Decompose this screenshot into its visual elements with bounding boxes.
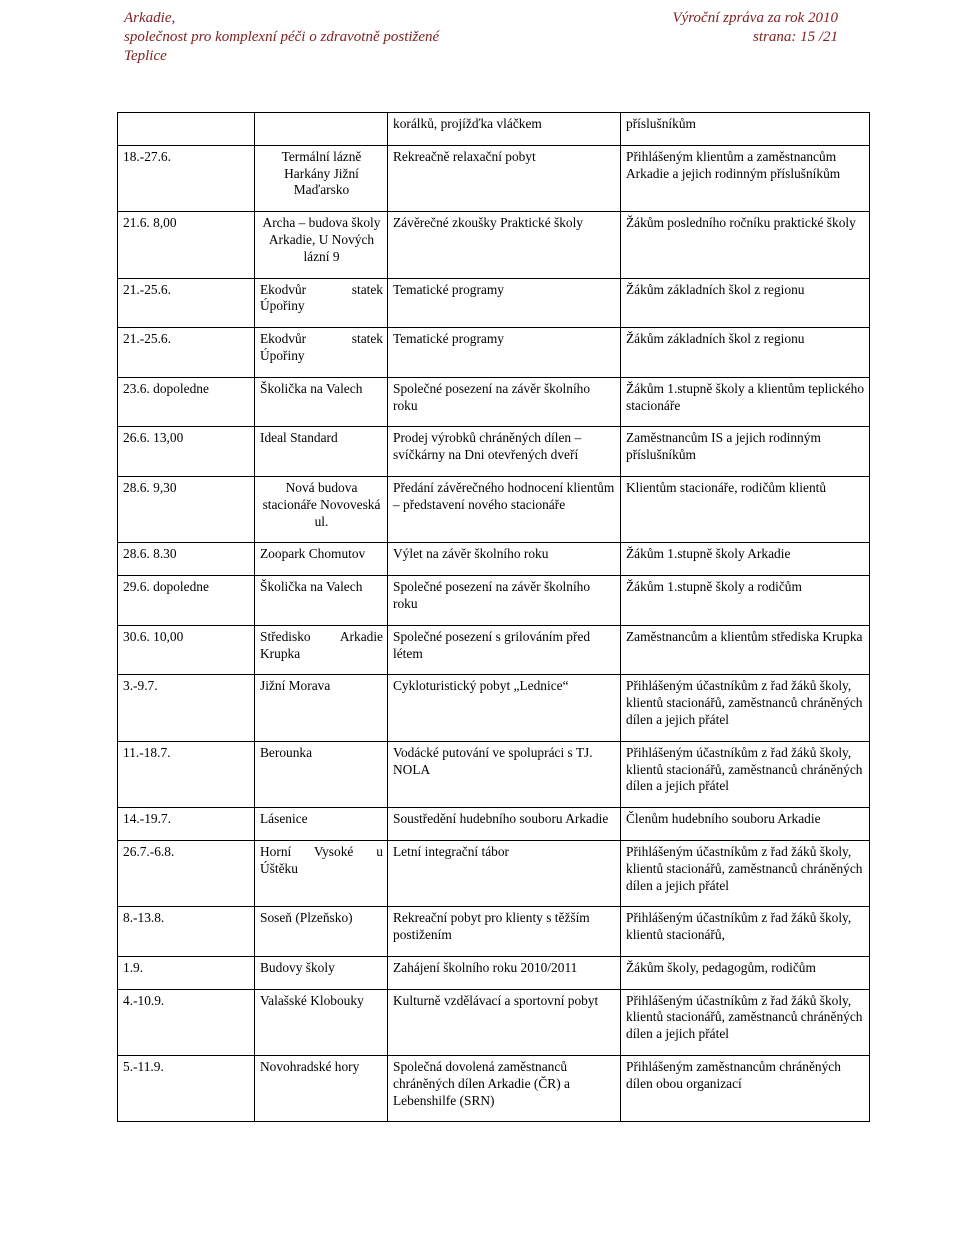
place-cell: Zoopark Chomutov xyxy=(255,543,388,576)
event-cell: Prodej výrobků chráněných dílen – svíčkárny na Dni otevřených dveří xyxy=(388,427,621,477)
participants-cell: Žákům základních škol z regionu xyxy=(621,328,870,378)
place-cell: Jižní Morava xyxy=(255,675,388,741)
event-cell: Společná dovolená zaměstnanců chráněných dílen Arkadie (ČR) a Lebenshilfe (SRN) xyxy=(388,1056,621,1122)
participants-cell: Klientům stacionáře, rodičům klientů xyxy=(621,476,870,542)
place-cell: Ideal Standard xyxy=(255,427,388,477)
participants-cell: Žákům školy, pedagogům, rodičům xyxy=(621,956,870,989)
event-cell: Společné posezení s grilováním před létem xyxy=(388,625,621,675)
place-cell: Termální lázně Harkány Jižní Maďarsko xyxy=(255,145,388,211)
participants-cell: příslušníkům xyxy=(621,113,870,146)
table-row xyxy=(118,278,870,328)
date-cell: 21.6. 8,00 xyxy=(118,212,255,278)
participants-cell: Přihlášeným účastníkům z řad žáků školy, klientů stacionářů, xyxy=(621,907,870,957)
table-row xyxy=(118,675,870,741)
date-cell: 18.-27.6. xyxy=(118,145,255,211)
date-cell: 30.6. 10,00 xyxy=(118,625,255,675)
place-cell: Novohradské hory xyxy=(255,1056,388,1122)
participants-cell: Žákům 1.stupně školy Arkadie xyxy=(621,543,870,576)
event-cell: Výlet na závěr školního roku xyxy=(388,543,621,576)
header-right xyxy=(672,9,838,47)
table-row xyxy=(118,956,870,989)
place-cell xyxy=(255,113,388,146)
date-cell xyxy=(118,113,255,146)
table-row xyxy=(118,808,870,841)
place-cell: Valašské Klobouky xyxy=(255,989,388,1055)
table-row xyxy=(118,625,870,675)
table-row xyxy=(118,377,870,427)
place-cell: Ekodvůr statek Úpořiny xyxy=(255,328,388,378)
participants-cell: Žákům posledního ročníku praktické školy xyxy=(621,212,870,278)
table-row xyxy=(118,427,870,477)
table-row xyxy=(118,907,870,957)
place-cell: Nová budova stacionáře Novoveská ul. xyxy=(255,476,388,542)
table-row xyxy=(118,576,870,626)
place-cell: Ekodvůr statek Úpořiny xyxy=(255,278,388,328)
place-cell: Středisko Arkadie Krupka xyxy=(255,625,388,675)
date-cell: 1.9. xyxy=(118,956,255,989)
table-row xyxy=(118,741,870,807)
report-title: Výroční zpráva za rok 2010 xyxy=(672,10,838,26)
place-cell: Lásenice xyxy=(255,808,388,841)
event-cell: Zahájení školního roku 2010/2011 xyxy=(388,956,621,989)
date-cell: 8.-13.8. xyxy=(118,907,255,957)
participants-cell: Zaměstnancům IS a jejich rodinným příslušníkům xyxy=(621,427,870,477)
participants-cell: Přihlášeným účastníkům z řad žáků školy, klientů stacionářů, zaměstnanců chráněných dílen a jejich přátel xyxy=(621,840,870,906)
date-cell: 28.6. 9,30 xyxy=(118,476,255,542)
participants-cell: Žákům 1.stupně školy a rodičům xyxy=(621,576,870,626)
event-cell: Cykloturistický pobyt „Lednice“ xyxy=(388,675,621,741)
event-cell: Předání závěrečného hodnocení klientům – představení nového stacionáře xyxy=(388,476,621,542)
event-cell: Rekreačně relaxační pobyt xyxy=(388,145,621,211)
table-row xyxy=(118,543,870,576)
place-cell: Školička na Valech xyxy=(255,576,388,626)
participants-cell: Přihlášeným účastníkům z řad žáků školy, klientů stacionářů, zaměstnanců chráněných dílen a jejich přátel xyxy=(621,989,870,1055)
date-cell: 14.-19.7. xyxy=(118,808,255,841)
date-cell: 26.7.-6.8. xyxy=(118,840,255,906)
org-description: společnost pro komplexní péči o zdravotně postižené xyxy=(124,29,440,45)
event-cell: korálků, projížďka vláčkem xyxy=(388,113,621,146)
page-number: strana: 15 /21 xyxy=(752,29,838,45)
event-cell: Kulturně vzdělávací a sportovní pobyt xyxy=(388,989,621,1055)
events-table-body xyxy=(118,113,870,1122)
date-cell: 11.-18.7. xyxy=(118,741,255,807)
participants-cell: Přihlášeným účastníkům z řad žáků školy, klientů stacionářů, zaměstnanců chráněných dílen a jejich přátel xyxy=(621,675,870,741)
date-cell: 4.-10.9. xyxy=(118,989,255,1055)
table-row xyxy=(118,212,870,278)
participants-cell: Členům hudebního souboru Arkadie xyxy=(621,808,870,841)
event-cell: Společné posezení na závěr školního roku xyxy=(388,576,621,626)
participants-cell: Přihlášeným účastníkům z řad žáků školy, klientů stacionářů, zaměstnanců chráněných dílen a jejich přátel xyxy=(621,741,870,807)
event-cell: Rekreační pobyt pro klienty s těžším postižením xyxy=(388,907,621,957)
place-cell: Archa – budova školy Arkadie, U Nových lázní 9 xyxy=(255,212,388,278)
participants-cell: Žákům 1.stupně školy a klientům teplického stacionáře xyxy=(621,377,870,427)
date-cell: 21.-25.6. xyxy=(118,278,255,328)
date-cell: 5.-11.9. xyxy=(118,1056,255,1122)
event-cell: Soustředění hudebního souboru Arkadie xyxy=(388,808,621,841)
event-cell: Letní integrační tábor xyxy=(388,840,621,906)
participants-cell: Žákům základních škol z regionu xyxy=(621,278,870,328)
table-row xyxy=(118,328,870,378)
place-cell: Soseň (Plzeňsko) xyxy=(255,907,388,957)
table-row xyxy=(118,145,870,211)
participants-cell: Přihlášeným klientům a zaměstnancům Arkadie a jejich rodinným příslušníkům xyxy=(621,145,870,211)
place-cell: Budovy školy xyxy=(255,956,388,989)
org-city: Teplice xyxy=(124,48,167,64)
table-row xyxy=(118,989,870,1055)
events-table xyxy=(117,112,870,1122)
org-name: Arkadie, xyxy=(124,10,176,26)
table-row xyxy=(118,476,870,542)
date-cell: 29.6. dopoledne xyxy=(118,576,255,626)
date-cell: 21.-25.6. xyxy=(118,328,255,378)
table-row xyxy=(118,840,870,906)
table-row xyxy=(118,1056,870,1122)
event-cell: Tematické programy xyxy=(388,278,621,328)
event-cell: Vodácké putování ve spolupráci s TJ. NOLA xyxy=(388,741,621,807)
date-cell: 28.6. 8.30 xyxy=(118,543,255,576)
date-cell: 26.6. 13,00 xyxy=(118,427,255,477)
participants-cell: Zaměstnancům a klientům střediska Krupka xyxy=(621,625,870,675)
place-cell: Horní Vysoké u Úštěku xyxy=(255,840,388,906)
event-cell: Společné posezení na závěr školního roku xyxy=(388,377,621,427)
date-cell: 3.-9.7. xyxy=(118,675,255,741)
place-cell: Školička na Valech xyxy=(255,377,388,427)
table-row xyxy=(118,113,870,146)
event-cell: Závěrečné zkoušky Praktické školy xyxy=(388,212,621,278)
participants-cell: Přihlášeným zaměstnancům chráněných dílen obou organizací xyxy=(621,1056,870,1122)
place-cell: Berounka xyxy=(255,741,388,807)
date-cell: 23.6. dopoledne xyxy=(118,377,255,427)
header-left xyxy=(124,9,439,66)
event-cell: Tematické programy xyxy=(388,328,621,378)
